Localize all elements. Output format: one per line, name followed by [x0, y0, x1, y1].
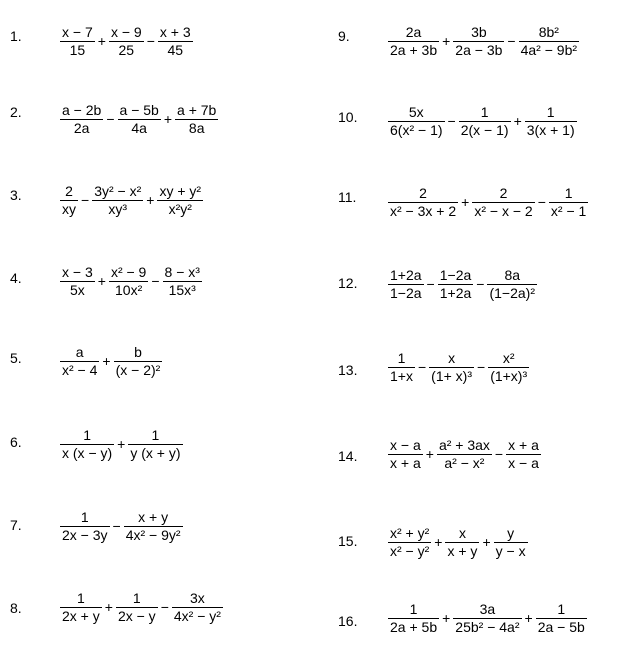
expression — [58, 24, 195, 59]
operator: − — [476, 275, 485, 292]
fraction — [451, 601, 523, 636]
operator: − — [417, 358, 427, 375]
fraction — [486, 350, 531, 385]
numerator: x − a — [390, 437, 421, 453]
problem-number: 10. — [338, 109, 358, 125]
operator: + — [442, 32, 451, 49]
denominator: 5x — [69, 282, 85, 298]
denominator: (1+ x)³ — [431, 368, 472, 384]
numerator: 1 — [83, 427, 91, 443]
fraction — [58, 183, 80, 218]
problem-number: 1. — [10, 28, 22, 44]
denominator: 25b² − 4a² — [455, 619, 520, 635]
problem-13 — [320, 350, 619, 420]
operator: + — [97, 32, 106, 49]
denominator: x² − 3x + 2 — [390, 203, 457, 219]
numerator: 3b — [471, 24, 487, 40]
fraction — [451, 24, 506, 59]
denominator: x (x − y) — [62, 445, 113, 461]
numerator: x + y — [138, 509, 169, 525]
denominator: 2x − y — [117, 608, 156, 624]
denominator: y − x — [495, 543, 526, 559]
numerator: 1−2a — [439, 267, 472, 283]
fraction — [386, 267, 426, 302]
operator: + — [117, 435, 126, 452]
operator: − — [537, 193, 546, 210]
fraction — [386, 24, 441, 59]
problem-number: 9. — [338, 28, 350, 44]
problem-3 — [0, 183, 320, 253]
expression — [58, 590, 225, 625]
fraction — [173, 102, 220, 137]
numerator: 1 — [132, 590, 141, 606]
problem-8 — [0, 590, 320, 660]
numerator: a − 5b — [119, 102, 159, 118]
numerator: 2a — [405, 24, 422, 40]
numerator: a² + 3ax — [438, 437, 490, 453]
expression — [386, 104, 579, 139]
denominator: 2a + 3b — [390, 42, 438, 58]
expression — [386, 437, 543, 472]
operator: − — [494, 445, 504, 462]
denominator: 1−2a — [390, 285, 422, 301]
operator: + — [102, 352, 111, 369]
problem-6 — [0, 427, 320, 497]
denominator: y (x + y) — [130, 445, 181, 461]
operator: + — [513, 112, 522, 129]
denominator: 2a — [73, 120, 90, 136]
denominator: (1−2a)² — [489, 285, 535, 301]
fraction — [547, 185, 590, 220]
fraction — [107, 264, 150, 299]
numerator: 1 — [80, 509, 89, 525]
fraction — [485, 267, 539, 302]
denominator: x² − 4 — [62, 362, 98, 378]
operator: − — [106, 110, 115, 127]
denominator: 4a — [131, 120, 147, 136]
numerator: xy + y² — [159, 183, 202, 199]
problem-number: 14. — [338, 448, 358, 464]
problem-number: 16. — [338, 613, 358, 629]
numerator: x + 3 — [159, 24, 191, 40]
fraction — [58, 24, 97, 59]
numerator: 1 — [409, 601, 418, 617]
operator: + — [482, 533, 491, 550]
denominator: 2a − 5b — [537, 619, 585, 635]
problem-9 — [320, 24, 619, 94]
denominator: x² − 1 — [550, 203, 587, 219]
problem-number: 6. — [10, 434, 22, 450]
fraction — [386, 185, 460, 220]
fraction — [386, 350, 417, 385]
numerator: 3x — [190, 590, 205, 606]
problem-number: 13. — [338, 362, 358, 378]
denominator: 8a — [188, 120, 205, 136]
operator: − — [447, 112, 456, 129]
expression — [386, 24, 581, 59]
expression — [58, 344, 164, 379]
denominator: a² − x² — [444, 455, 485, 471]
denominator: xy — [62, 201, 76, 217]
fraction — [386, 437, 425, 472]
operator: − — [112, 517, 121, 534]
problem-14 — [320, 437, 619, 507]
expression — [58, 264, 204, 299]
fraction — [443, 525, 481, 560]
operator: + — [163, 110, 173, 127]
problem-1 — [0, 24, 320, 94]
numerator: a — [75, 344, 84, 360]
fraction — [427, 350, 476, 385]
operator: − — [507, 32, 516, 49]
denominator: x² − y² — [390, 543, 430, 559]
numerator: 2 — [419, 185, 427, 201]
operator: + — [442, 609, 451, 626]
numerator: 1 — [76, 590, 85, 606]
numerator: 2 — [65, 183, 73, 199]
fraction — [126, 427, 184, 462]
expression — [58, 427, 185, 462]
operator: + — [434, 533, 443, 550]
numerator: 2 — [499, 185, 508, 201]
numerator: x² + y² — [390, 525, 430, 541]
denominator: x − a — [508, 455, 539, 471]
fraction — [386, 525, 433, 560]
fraction — [386, 104, 447, 139]
numerator: 3a — [479, 601, 496, 617]
fraction — [534, 601, 589, 636]
operator: − — [160, 598, 169, 615]
denominator: (1+x)³ — [490, 368, 528, 384]
denominator: x + y — [447, 543, 478, 559]
expression — [58, 183, 205, 218]
denominator: xy³ — [108, 201, 128, 217]
operator: − — [151, 272, 160, 289]
fraction — [58, 590, 104, 625]
operator: − — [81, 191, 90, 208]
numerator: a − 2b — [62, 102, 102, 118]
problem-7 — [0, 509, 320, 579]
problem-15 — [320, 525, 619, 595]
numerator: 1 — [480, 104, 489, 120]
numerator: y — [507, 525, 515, 541]
problem-number: 12. — [338, 275, 358, 291]
numerator: x + a — [508, 437, 539, 453]
denominator: 25 — [118, 42, 135, 58]
problem-5 — [0, 344, 320, 414]
problem-number: 3. — [10, 187, 22, 203]
numerator: 1 — [557, 601, 566, 617]
expression — [386, 267, 539, 302]
numerator: x − 3 — [62, 264, 93, 280]
expression — [58, 102, 220, 137]
denominator: 4x² − 9y² — [125, 527, 181, 543]
denominator: 3(x + 1) — [526, 122, 575, 138]
fraction — [58, 102, 105, 137]
fraction — [58, 344, 101, 379]
expression — [386, 185, 590, 220]
numerator: x² — [502, 350, 515, 366]
operator: − — [146, 32, 155, 49]
denominator: 10x² — [115, 282, 143, 298]
denominator: 4a² − 9b² — [520, 42, 578, 58]
problem-10 — [320, 104, 619, 174]
numerator: 1 — [546, 104, 555, 120]
operator: + — [146, 191, 155, 208]
operator: + — [524, 609, 533, 626]
problem-12 — [320, 267, 619, 337]
numerator: 1+2a — [390, 267, 422, 283]
denominator: 45 — [167, 42, 184, 58]
numerator: x − 9 — [110, 24, 142, 40]
problem-number: 11. — [338, 189, 357, 205]
fraction — [58, 509, 112, 544]
numerator: 3y² − x² — [94, 183, 142, 199]
fraction — [436, 267, 476, 302]
fraction — [58, 264, 97, 299]
operator: + — [425, 445, 434, 462]
fraction — [517, 24, 581, 59]
problem-number: 15. — [338, 533, 358, 549]
numerator: 8b² — [538, 24, 559, 40]
fraction — [90, 183, 145, 218]
numerator: x — [458, 525, 466, 541]
numerator: x² − 9 — [110, 264, 147, 280]
fraction — [457, 104, 513, 139]
problem-number: 4. — [10, 270, 22, 286]
operator: − — [426, 275, 435, 292]
operator: + — [104, 598, 113, 615]
denominator: 4x² − y² — [173, 608, 221, 624]
problem-11 — [320, 185, 619, 255]
fraction — [156, 24, 195, 59]
problem-16 — [320, 601, 619, 671]
denominator: (x − 2)² — [115, 362, 161, 378]
fraction — [470, 185, 536, 220]
denominator: x + a — [390, 455, 421, 471]
fraction — [504, 437, 543, 472]
fraction — [116, 102, 163, 137]
numerator: 1 — [564, 185, 573, 201]
fraction — [435, 437, 494, 472]
denominator: 2x − 3y — [62, 527, 108, 543]
denominator: x²y² — [168, 201, 192, 217]
fraction — [155, 183, 205, 218]
problem-2 — [0, 102, 320, 172]
fraction — [112, 344, 165, 379]
numerator: a + 7b — [177, 102, 217, 118]
denominator: x² − x − 2 — [474, 203, 533, 219]
numerator: 8a — [504, 267, 521, 283]
denominator: 2a − 3b — [455, 42, 503, 58]
problem-number: 7. — [10, 517, 22, 533]
fraction — [107, 24, 146, 59]
numerator: x − 7 — [62, 24, 93, 40]
numerator: 1 — [151, 427, 160, 443]
denominator: 2x + y — [62, 608, 100, 624]
fraction — [122, 509, 185, 544]
problem-4 — [0, 264, 320, 334]
operator: + — [97, 272, 106, 289]
expression — [386, 601, 589, 636]
fraction — [114, 590, 160, 625]
expression — [386, 350, 531, 385]
expression — [386, 525, 530, 560]
problem-number: 5. — [10, 350, 22, 366]
denominator: 1+x — [390, 368, 413, 384]
problem-number: 8. — [10, 600, 22, 616]
numerator: x — [448, 350, 456, 366]
numerator: 5x — [408, 104, 424, 120]
fraction — [386, 601, 441, 636]
denominator: 15 — [69, 42, 86, 58]
fraction — [161, 264, 204, 299]
operator: + — [461, 193, 470, 210]
denominator: 2(x − 1) — [460, 122, 509, 138]
expression — [58, 509, 185, 544]
numerator: 1 — [397, 350, 406, 366]
numerator: b — [134, 344, 142, 360]
fraction — [58, 427, 116, 462]
operator: − — [477, 358, 486, 375]
fraction — [523, 104, 579, 139]
denominator: 15x³ — [168, 282, 196, 298]
denominator: 2a + 5b — [390, 619, 438, 635]
fraction — [492, 525, 530, 560]
denominator: 6(x² − 1) — [390, 122, 443, 138]
fraction — [170, 590, 225, 625]
problem-number: 2. — [10, 104, 22, 120]
denominator: 1+2a — [439, 285, 472, 301]
numerator: 8 − x³ — [164, 264, 200, 280]
